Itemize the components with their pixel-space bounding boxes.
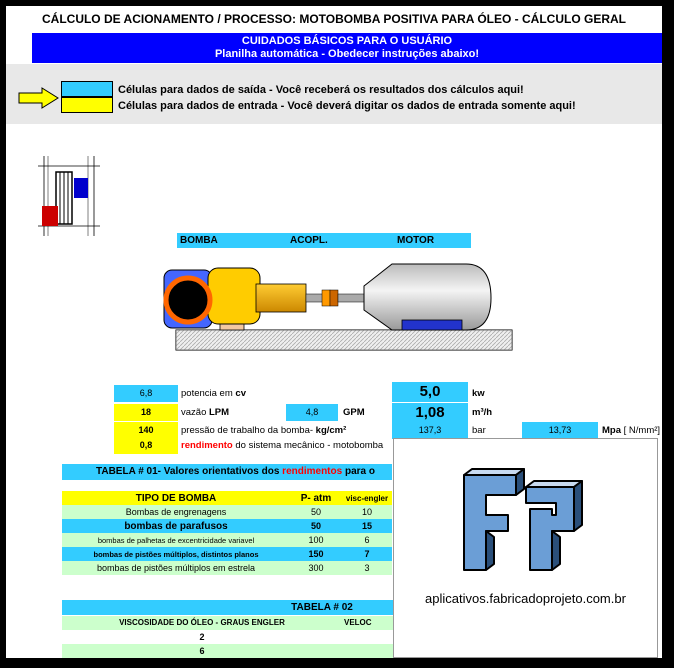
- cuidados-heading: CUIDADOS BÁSICOS PARA O USUÁRIO: [241, 35, 453, 47]
- mpa-extra: [ N/mm²]: [623, 425, 661, 436]
- th-viscosidade: VISCOSIDADE DO ÓLEO - GRAUS ENGLER: [119, 618, 285, 627]
- motor-pump-diagram: [156, 250, 516, 354]
- rendimento-input[interactable]: 0,8: [114, 437, 178, 454]
- tabela1-title-pre: TABELA # 01- Valores orientativos dos: [96, 466, 283, 477]
- table-row: [62, 519, 392, 533]
- cell-visc: 10: [361, 507, 372, 517]
- kw-unit: kw: [472, 388, 485, 399]
- gpm-output: 4,8: [286, 404, 338, 421]
- vazao-label-text: vazão: [181, 407, 209, 418]
- mpa-unit: Mpa: [602, 425, 621, 436]
- coupling-schematic-icon: [38, 156, 100, 236]
- table-row: [62, 547, 392, 561]
- output-legend-text: Células para dados de saída - Você receberá os resultados dos cálculos aqui!: [118, 84, 524, 96]
- page-title: CÁLCULO DE ACIONAMENTO / PROCESSO: MOTOBOMBA POSITIVA PARA ÓLEO - CÁLCULO GERAL: [41, 12, 626, 26]
- tabela1-title: [62, 464, 392, 480]
- th-veloc: VELOC: [344, 618, 372, 627]
- cell-visc: 6: [364, 535, 370, 545]
- potencia-unit: cv: [235, 388, 246, 399]
- m3h-unit: m³/h: [472, 407, 493, 418]
- cell-tipo: bombas de palhetas de excentricidade variavel: [97, 535, 255, 545]
- pressao-unit: kg/cm²: [315, 425, 347, 436]
- cell-tipo: bombas de pistões múltiplos, distintos planos: [93, 549, 259, 559]
- cell-tipo: bombas de parafusos: [124, 520, 228, 532]
- mpa-label: [602, 422, 660, 439]
- tabela1: [62, 491, 392, 575]
- instructions-banner: [32, 33, 662, 63]
- cell-visc: 15: [361, 521, 372, 531]
- watermark-url: aplicativos.fabricadoprojeto.com.br: [425, 591, 626, 606]
- label-acopl: ACOPL.: [290, 235, 328, 246]
- legend-box: [6, 64, 662, 124]
- cell-viscosidade: 2: [199, 632, 205, 642]
- fp-logo: [456, 465, 596, 585]
- cell-patm: 100: [308, 535, 324, 545]
- table-row: [62, 533, 392, 547]
- spreadsheet: [6, 6, 662, 658]
- m3h-output: 1,08: [392, 403, 468, 423]
- label-motor: MOTOR: [397, 235, 435, 246]
- cell-patm: 300: [308, 563, 324, 573]
- cell-tipo: Bombas de engrenagens: [125, 507, 227, 517]
- cell-visc: 7: [364, 549, 370, 559]
- gpm-unit: GPM: [343, 407, 365, 418]
- cell-patm: 150: [308, 549, 324, 559]
- rendimento-rest: do sistema mecânico - motobomba: [232, 440, 384, 451]
- vazao-input[interactable]: 18: [114, 404, 178, 421]
- vazao-label: [181, 404, 229, 421]
- table-row: [62, 505, 392, 519]
- input-swatch: [61, 97, 113, 113]
- watermark-panel: [393, 438, 658, 658]
- th-patm: P- atm: [300, 492, 332, 504]
- rendimento-label: [181, 437, 401, 454]
- cell-patm: 50: [310, 507, 321, 517]
- arrow-right-icon: [18, 87, 60, 109]
- potencia-kw-output: 5,0: [392, 382, 468, 402]
- pressao-mpa-output: 13,73: [522, 422, 598, 439]
- potencia-label: [181, 385, 391, 402]
- potencia-cv-output: 6,8: [114, 385, 178, 402]
- pressao-label-text: pressão de trabalho da bomba-: [181, 425, 316, 436]
- th-tipo: TIPO DE BOMBA: [135, 492, 217, 504]
- label-bomba: BOMBA: [180, 235, 218, 246]
- cell-viscosidade: 6: [199, 646, 205, 656]
- diagram-header-bar: [177, 233, 471, 248]
- planilha-subheading: Planilha automática - Obedecer instruções abaixo!: [214, 48, 480, 60]
- tabela1-title-post: para o: [342, 466, 375, 477]
- th-visc: visc-engler: [345, 493, 389, 503]
- tabela2-title: TABELA # 02: [62, 600, 582, 615]
- pressao-input[interactable]: 140: [114, 422, 178, 439]
- bar-unit: bar: [472, 425, 486, 436]
- cell-patm: 50: [310, 521, 321, 531]
- cell-visc: 3: [364, 563, 370, 573]
- tabela1-title-red: rendimentos: [282, 466, 343, 477]
- table-row: [62, 561, 392, 575]
- output-swatch: [61, 81, 113, 97]
- pressao-bar-output: 137,3: [392, 422, 468, 439]
- rendimento-word: rendimento: [181, 440, 233, 451]
- cell-tipo: bombas de pistões múltiplos em estrela: [96, 563, 256, 573]
- vazao-unit: LPM: [209, 407, 230, 418]
- potencia-label-text: potencia em: [181, 388, 236, 399]
- tabela1-header-row: [62, 491, 392, 505]
- input-legend-text: Células para dados de entrada - Você deverá digitar os dados de entrada somente aqui!: [118, 100, 576, 112]
